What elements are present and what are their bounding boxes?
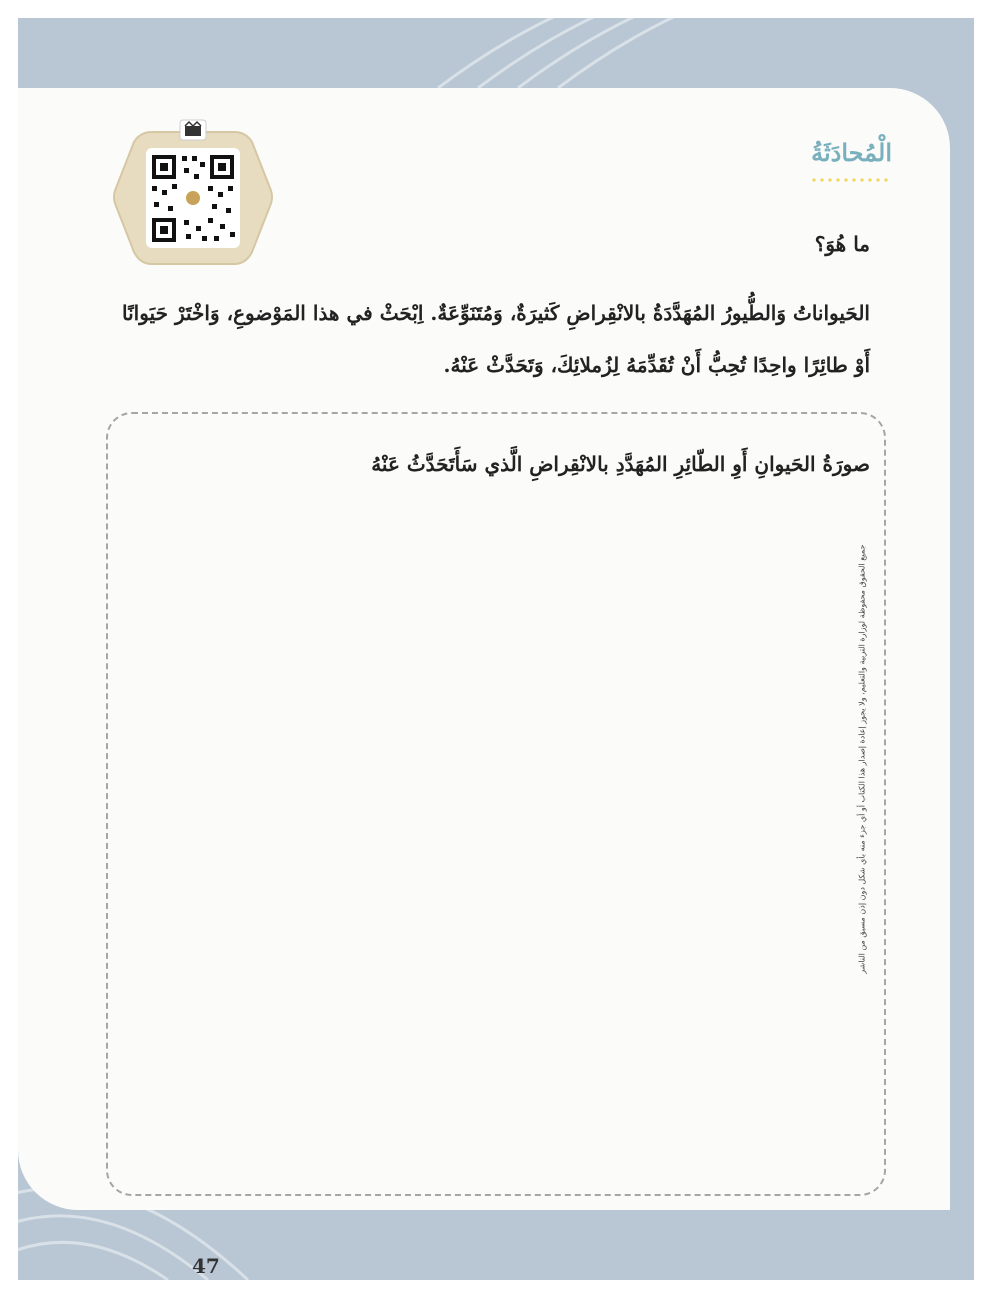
page-number: 47 xyxy=(192,1254,220,1278)
instructions-paragraph: الحَيواناتُ وَالطُّيورُ المُهَدَّدَةُ بالانْقِراضِ كَثيرَةٌ، وَمُتَنَوِّعَةٌ. اِبْحَثْ في هذا المَوْضوعِ، وَاخْتَرْ حَيَوانًا أَوْ طائِرًا واحِدًا تُحِبُّ أَنْ تُقَدِّمَهُ لِزُملائِكَ، وَتَحَدَّثْ عَنْهُ. xyxy=(122,301,870,377)
answer-box[interactable] xyxy=(106,412,886,1196)
title-underline-dots xyxy=(810,178,892,182)
answer-box-label: صورَةُ الحَيوانِ أَوِ الطّائِرِ المُهَدَّدِ بالانْقِراضِ الَّذي سَأَتَحَدَّثُ عَنْهُ xyxy=(371,452,870,476)
qr-badge[interactable] xyxy=(112,118,274,276)
qr-code-icon[interactable] xyxy=(112,118,274,276)
section-title: الْمُحادَثَةُ xyxy=(811,138,892,167)
copyright-side-note: جميع الحقوق محفوظة لوزارة التربية والتعليم، ولا يجوز إعادة إصدار هذا الكتاب أو أي جزء منه بأي شكل دون إذن مسبق من الناشر xyxy=(857,544,867,974)
question-heading: ما هُوَ؟ xyxy=(814,232,870,256)
